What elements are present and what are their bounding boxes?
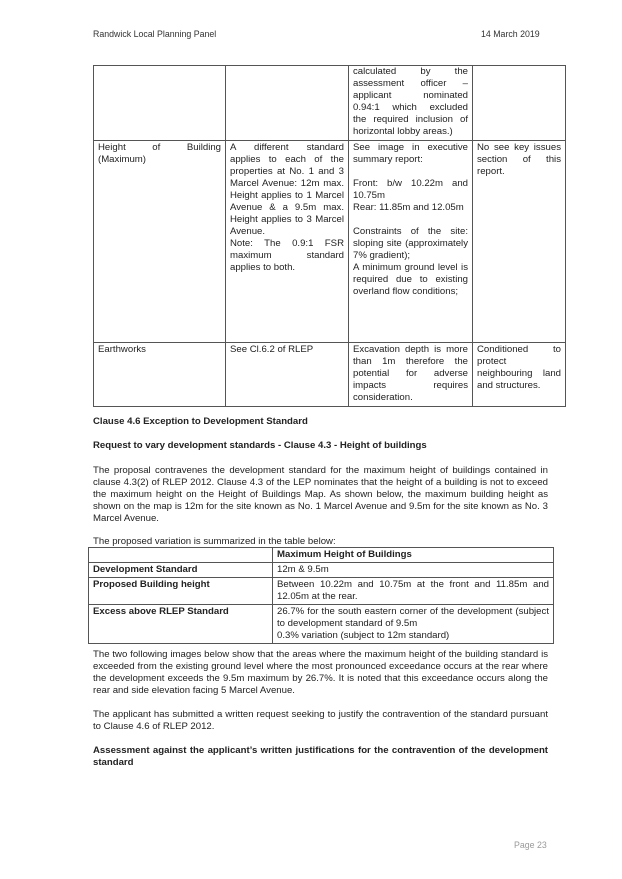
- compliance-cell: Conditioned to protect neighbouring land and structures.: [473, 343, 566, 407]
- variation-table: [88, 547, 554, 644]
- row-label-earthworks: Earthworks: [94, 343, 226, 407]
- table-row: [94, 343, 566, 407]
- heading-assessment: Assessment against the applicant’s written justifications for the contravention of the development standard: [93, 745, 548, 768]
- column-header: Maximum Height of Buildings: [273, 548, 554, 563]
- table-row: Proposed Building height Between 10.22m and 10.75m at the front and 11.85m and 12.05m at the rear.: [89, 578, 554, 605]
- heading-request-vary: Request to vary development standards - Clause 4.3 - Height of buildings: [93, 440, 427, 451]
- proposal-cell: See image in executive summary report: Front: b/w 10.22m and 10.75m Rear: 11.85m and 12.05m Constraints of the site: sloping site (approximately 7% gradient); A minimum ground level is required due to existing overland flow conditions;: [349, 141, 473, 343]
- page-number: Page 23: [514, 840, 547, 850]
- header-date: 14 March 2019: [481, 29, 540, 39]
- paragraph-written-request: The applicant has submitted a written request seeking to justify the contravention of the standard pursuant to Clause 4.6 of RLEP 2012.: [93, 709, 548, 732]
- table-row: [94, 141, 566, 343]
- row-label-height: Height of Building (Maximum): [94, 141, 226, 343]
- heading-clause-4-6: Clause 4.6 Exception to Development Standard: [93, 416, 308, 427]
- compliance-table: [93, 65, 566, 407]
- proposal-cell: Excavation depth is more than 1m therefore the potential for adverse impacts requires consideration.: [349, 343, 473, 407]
- standard-cell: A different standard applies to each of the properties at No. 1 and 3 Marcel Avenue: 12m max. Height applies to 1 Marcel Avenue & a 9.5m max. Height applies to 3 Marcel Avenue. Note: The 0.9:1 FSR maximum standard applies to both.: [226, 141, 349, 343]
- table-row: [94, 66, 566, 141]
- table-row: Development Standard 12m & 9.5m: [89, 563, 554, 578]
- header-left: Randwick Local Planning Panel: [93, 29, 217, 39]
- fsr-cell-continued: calculated by the assessment officer – applicant nominated 0.94:1 which excluded the required inclusion of horizontal lobby areas.): [349, 66, 473, 141]
- paragraph-summary-intro: The proposed variation is summarized in the table below:: [93, 536, 336, 547]
- paragraph-contravention: The proposal contravenes the development standard for the maximum height of buildings contained in clause 4.3(2) of RLEP 2012. Clause 4.3 of the LEP nominates that the height of a building is not to exceed the maximum height on the Height of Buildings Map. As shown below, the maximum building height as shown on the map is 12m for the site known as No. 1 Marcel Avenue and 9.5m for the site known as No. 3 Marcel Avenue.: [93, 465, 548, 524]
- standard-cell: See Cl.6.2 of RLEP: [226, 343, 349, 407]
- table-row: [89, 548, 554, 563]
- table-row: Excess above RLEP Standard 26.7% for the south eastern corner of the development (subject to development standard of 9.5m 0.3% variation (subject to 12m standard): [89, 605, 554, 644]
- compliance-cell: No see key issues section of this report.: [473, 141, 566, 343]
- paragraph-images: The two following images below show that the areas where the maximum height of the building standard is exceeded from the existing ground level where the most pronounced exceedance occurs at the rear where the development exceeds the 9.5m maximum by 26.7%. It is noted that this exceedance occurs along the rear and side elevation facing 5 Marcel Avenue.: [93, 649, 548, 696]
